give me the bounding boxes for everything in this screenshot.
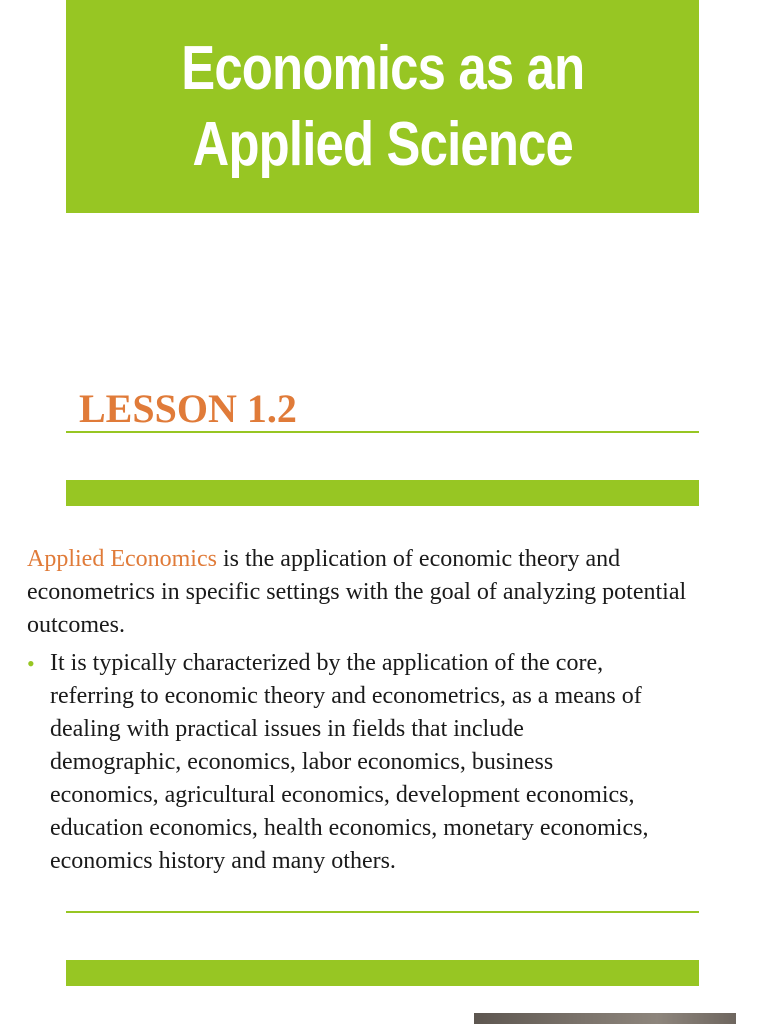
title-banner <box>66 0 699 213</box>
title-line-1: Economics as an <box>180 33 585 103</box>
bullet-icon: • <box>27 651 35 676</box>
definition-paragraph <box>27 543 747 642</box>
title-line-2: Applied Science <box>192 109 573 179</box>
green-bar-top <box>66 480 699 506</box>
bullet-item <box>27 647 747 878</box>
definition-text: is the application of economic theory and econometrics in specific settings with the goal of analyzing potential outcomes. <box>27 546 687 638</box>
photo-thumbnail <box>474 1013 736 1024</box>
divider-bottom <box>66 911 699 913</box>
bullet-text: It is typically characterized by the application of the core, referring to economic theory and econometrics, as a means of dealing with practical issues in fields that include demographic, economics, labor economics, business economics, agricultural economics, development economics, education economics, health economics, monetary economics, economics history and many others. <box>50 650 649 874</box>
lesson-heading: LESSON 1.2 <box>79 386 297 431</box>
divider-top <box>66 431 699 433</box>
green-bar-bottom <box>66 960 699 986</box>
definition-term: Applied Economics <box>27 546 217 572</box>
slide-title <box>181 31 584 183</box>
